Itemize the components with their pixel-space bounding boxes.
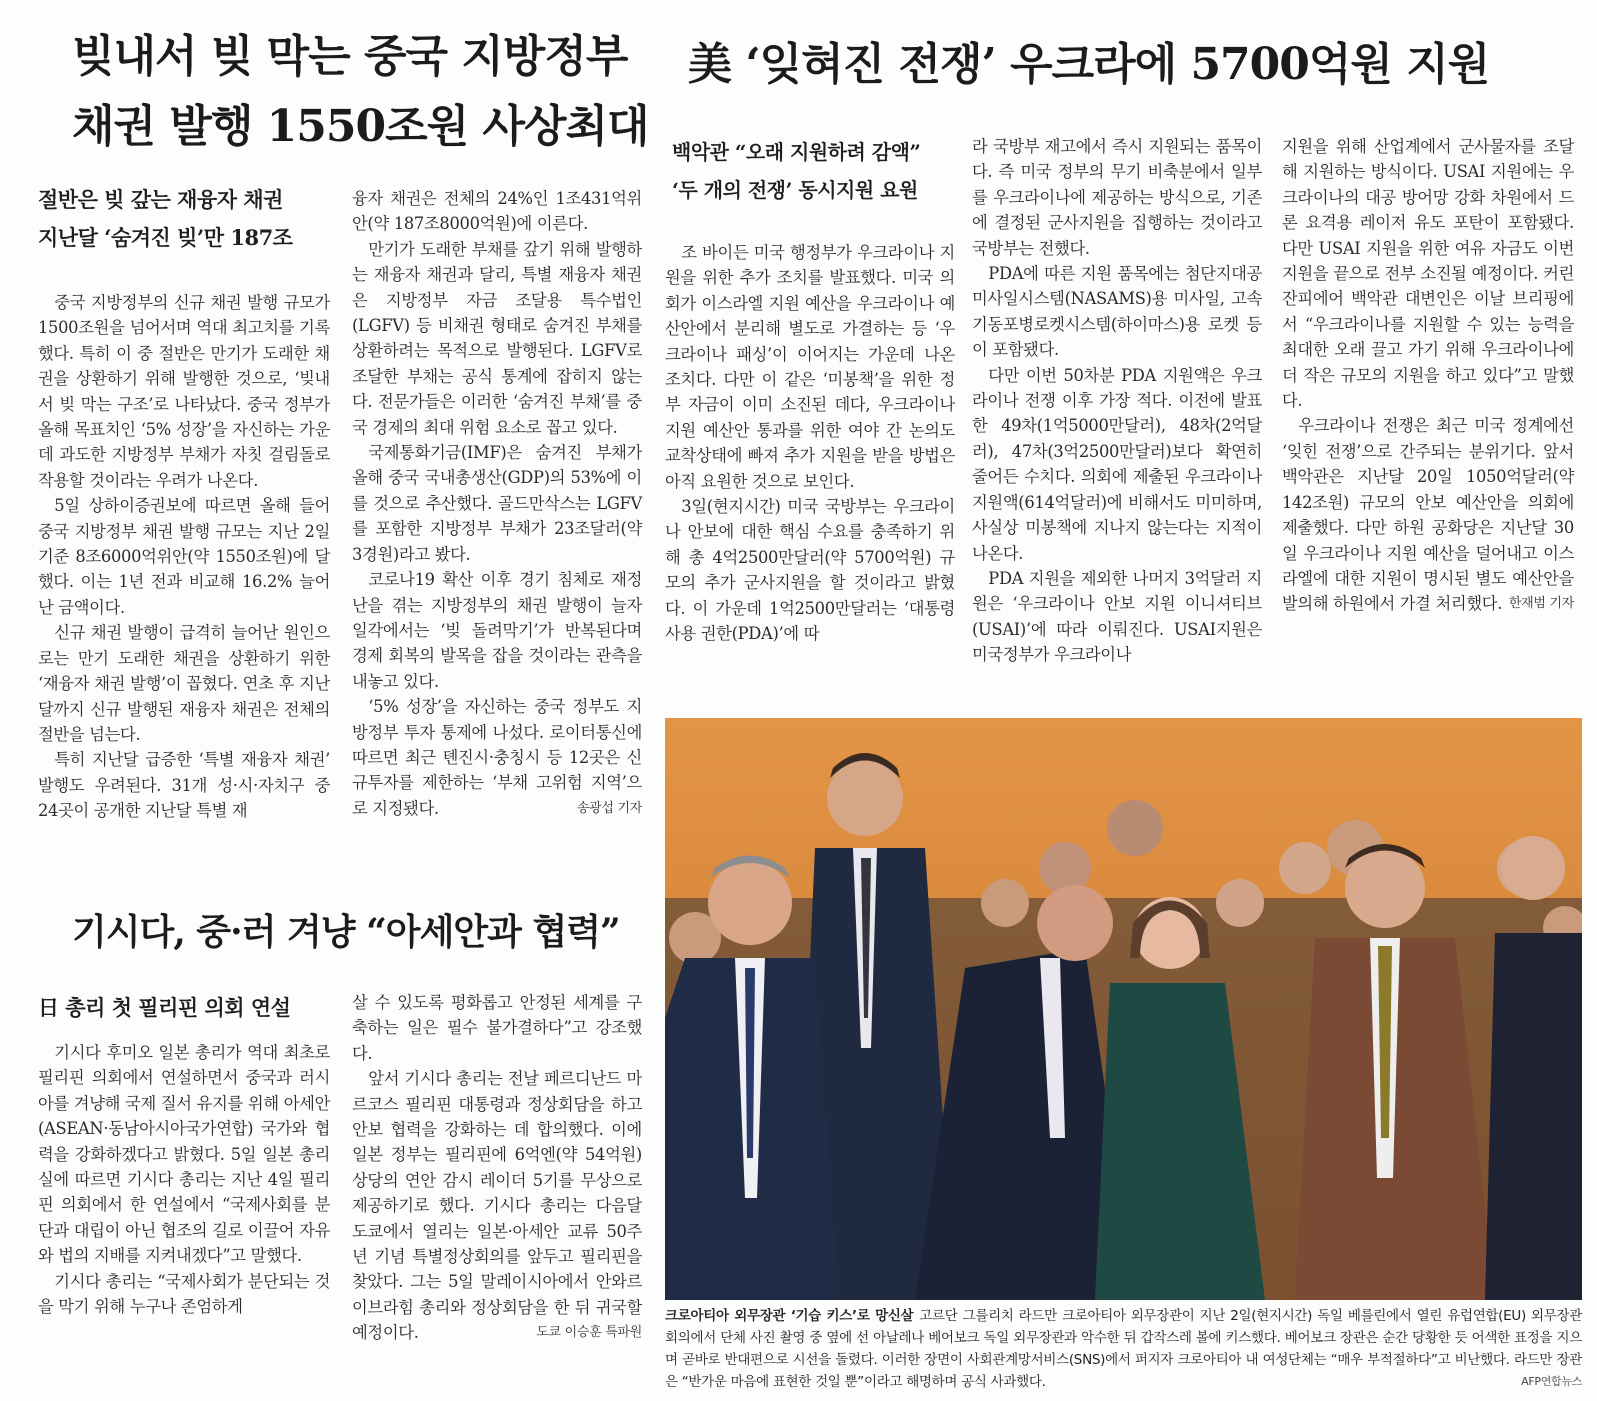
ukraine-subheadline-2: ‘두 개의 전쟁’ 동시지원 요원 xyxy=(672,178,918,202)
ukraine-column-2 xyxy=(972,134,1262,668)
paragraph: 5일 상하이증권보에 따르면 올해 들어 중국 지방정부 채권 발행 규모는 지난 2일 기준 8조6000억위안(약 1550조원)에 달했다. 이는 1년 전과 비교해 16.2% 늘어난 금액이다. xyxy=(38,496,330,617)
china-column-2 xyxy=(352,186,642,821)
kishida-subheadline: 日 총리 첫 필리핀 의회 연설 xyxy=(38,995,291,1020)
paragraph: 지원을 위해 산업계에서 군사물자를 조달해 지원하는 방식이다. USAI 지원에는 우크라이나의 대공 방어망 강화 차원에서 드론 요격용 레이저 유도 포탄이 포함됐다. 다만 USAI 지원을 위한 여유 자금도 이번 지원을 끝으로 전부 소진될 예정이다. 커린 잔피에어 백악관 대변인은 이날 브리핑에서 “우크라이나를 지원할 수 있는 능력을 최대한 오래 끌고 가기 위해 우크라이나에 더 작은 규모의 지원을 하고 있다”고 말했다. xyxy=(1282,137,1574,411)
caption-body: 고르단 그를리치 라드만 크로아티아 외무장관이 지난 2일(현지시간) 독일 베를린에서 열린 유럽연합(EU) 외무장관 회의에서 단체 사진 촬영 중 옆에 선 아날레나 베어보크 독일 외무장관과 악수한 뒤 갑작스레 볼에 키스했다. 베어보크 장관은 순간 당황한 듯 어색한 표정을 지으며 곧바로 반대편으로 시선을 돌렸다. 이러한 장면이 사회관계망서비스(SNS)에서 퍼지자 크로아티아 내 여성단체는 “매우 부적절하다”고 비난했다. 라드만 장관은 “반가운 마음에 표현한 것일 뿐”이라고 해명하며 공식 사과했다. xyxy=(665,1308,1582,1390)
kishida-byline: 도쿄 이승훈 특파원 xyxy=(536,1325,642,1341)
photo-caption xyxy=(665,1305,1582,1393)
paragraph: PDA에 따른 지원 품목에는 첨단지대공미사일시스템(NASAMS)용 미사일, 고속기동포병로켓시스템(하이마스)용 로켓 등이 포함됐다. xyxy=(972,264,1262,360)
paragraph: 라 국방부 재고에서 즉시 지원되는 품목이다. 즉 미국 정부의 무기 비축분에서 일부를 우크라이나에 제공하는 방식으로, 기존에 결정된 군사지원을 집행하는 것이라고 국방부는 전했다. xyxy=(972,137,1262,258)
paragraph: 코로나19 확산 이후 경기 침체로 재정난을 겪는 지방정부의 채권 발행이 늘자 일각에서는 ‘빚 돌려막기’가 반복된다며 경제 회복의 발목을 잡을 것이라는 관측을 내놓고 있다. xyxy=(352,570,642,691)
paragraph-text: ‘5% 성장’을 자신하는 중국 정부도 지방정부 투자 통제에 나섰다. 로이터통신에 따르면 최근 톈진시·충칭시 등 12곳은 신규투자를 제한하는 ‘부채 고위험 지역’으로 지정됐다. xyxy=(352,697,642,818)
paragraph: 3일(현지시간) 미국 국방부는 우크라이나 안보에 대한 핵심 수요를 충족하기 위해 총 4억2500만달러(약 5700억원) 규모의 추가 군사지원을 할 것이라고 밝혔다. 이 가운데 1억2500만달러는 ‘대통령 사용 권한(PDA)’에 따 xyxy=(665,497,955,644)
ukraine-headline: 美 ‘잊혀진 전쟁’ 우크라에 5700억원 지원 xyxy=(688,39,1490,90)
paragraph: 특히 지난달 급증한 ‘특별 재융자 채권’ 발행도 우려된다. 31개 성·시·자치구 중 24곳이 공개한 지난달 특별 재 xyxy=(38,750,330,821)
paragraph xyxy=(352,694,642,821)
kishida-column-1 xyxy=(38,1040,330,1319)
paragraph: 조 바이든 미국 행정부가 우크라이나 지원을 위한 추가 조치를 발표했다. 미국 의회가 이스라엘 지원 예산을 우크라이나 예산안에서 분리해 별도로 가결하는 등 ‘우크라이나 패싱’이 이어지는 가운데 나온 조치다. 다만 이 같은 ‘미봉책’을 위한 정부 자금이 이미 소진된 데다, 우크라이나 지원 예산안 통과를 위한 여야 간 논의도 교착상태에 빠져 추가 지원을 받을 방법은 아직 요원한 것으로 보인다. xyxy=(665,243,955,491)
paragraph xyxy=(352,1066,642,1345)
china-column-1 xyxy=(38,290,330,824)
paragraph-text: 앞서 기시다 총리는 전날 페르디난드 마르코스 필리핀 대통령과 정상회담을 하고 안보 협력을 강화하는 데 합의했다. 이에 일본 정부는 필리핀에 6억엔(약 54억원) 상당의 연안 감시 레이더 5기를 무상으로 제공하기로 했다. 기시다 총리는 다음달 도쿄에서 열리는 일본·아세안 교류 50주년 기념 특별정상회의를 앞두고 필리핀을 찾았다. 그는 5일 말레이시아에서 안와르 이브라힘 총리와 정상회담을 한 뒤 귀국할 예정이다. xyxy=(352,1069,642,1343)
paragraph xyxy=(1282,413,1574,616)
china-headline-1: 빚내서 빚 막는 중국 지방정부 xyxy=(72,31,628,82)
kishida-column-2 xyxy=(352,990,642,1346)
kishida-headline: 기시다, 중·러 겨냥 “아세안과 협력” xyxy=(72,911,620,953)
photo-credit: AFP연합뉴스 xyxy=(1521,1375,1582,1388)
paragraph-text: 우크라이나 전쟁은 최근 미국 정계에선 ‘잊힌 전쟁’으로 간주되는 분위기다. 앞서 백악관은 지난달 20일 1050억달러(약 142조원) 규모의 안보 예산안을 의회에 제출했다. 다만 하원 공화당은 지난달 30일 우크라이나 지원 예산을 덜어내고 이스라엘에 대한 지원이 명시된 별도 예산안을 발의해 하원에서 가결 처리했다. xyxy=(1282,416,1574,614)
ukraine-subheadline-1: 백악관 “오래 지원하려 감액” xyxy=(672,140,921,164)
paragraph: 융자 채권은 전체의 24%인 1조431억위안(약 187조8000억원)에 이른다. xyxy=(352,189,642,234)
caption-title: 크로아티아 외무장관 ‘기습 키스’로 망신살 xyxy=(665,1308,914,1324)
news-photo xyxy=(665,718,1582,1300)
china-byline: 송광섭 기자 xyxy=(576,800,642,816)
paragraph: PDA 지원을 제외한 나머지 3억달러 지원은 ‘우크라이나 안보 지원 이니셔티브(USAI)’에 따라 이뤄진다. USAI지원은 미국정부가 우크라이나 xyxy=(972,568,1262,665)
paragraph: 다만 이번 50차분 PDA 지원액은 우크라이나 전쟁 이후 가장 적다. 이전에 발표한 49차(1억5000만달러), 48차(2억달러), 47차(3억2500만달러)보다 확연히 줄어든 수치다. 의회에 제출된 우크라이나 지원액(614억달러)에 비해서도 미미하며, 사실상 미봉책에 지나지 않는다는 지적이 나온다. xyxy=(972,365,1262,563)
ukraine-column-3 xyxy=(1282,134,1574,617)
paragraph: 기시다 총리는 “국제사회가 분단되는 것을 막기 위해 누구나 존엄하게 xyxy=(38,1271,330,1317)
ukraine-byline: 한재범 기자 xyxy=(1508,596,1574,612)
china-subheadline-2: 지난달 ‘숨겨진 빚’만 187조 xyxy=(38,225,293,250)
china-subheadline-1: 절반은 빚 갚는 재융자 채권 xyxy=(38,187,283,212)
paragraph: 만기가 도래한 부채를 갚기 위해 발행하는 재융자 채권과 달리, 특별 재융자 채권은 지방정부 자금 조달용 특수법인(LGFV) 등 비채권 형태로 숨겨진 부채를 상환하려는 목적으로 발행된다. LGFV로 조달한 부채는 공식 통계에 잡히지 않는다. 전문가들은 이러한 ‘숨겨진 부채’를 중국 경제의 최대 위험 요소로 꼽고 있다. xyxy=(352,239,642,437)
paragraph: 중국 지방정부의 신규 채권 발행 규모가 1500조원을 넘어서며 역대 최고치를 기록했다. 특히 이 중 절반은 만기가 도래한 채권을 상환하기 위해 발행한 것으로, ‘빚내서 빚 막는 구조’로 나타났다. 중국 정부가 올해 목표치인 ‘5% 성장’을 자신하는 가운데 과도한 지방정부 부채가 자칫 걸림돌로 작용할 것이라는 우려가 나온다. xyxy=(38,293,330,490)
paragraph: 기시다 후미오 일본 총리가 역대 최초로 필리핀 의회에서 연설하면서 중국과 러시아를 겨냥해 국제 질서 유지를 위해 아세안(ASEAN·동남아시아국가연합) 국가와 협력을 강화하겠다고 밝혔다. 5일 일본 총리실에 따르면 기시다 총리는 지난 4일 필리핀 의회에서 한 연설에서 “국제사회를 분단과 대립이 아닌 협조의 길로 이끌어 자유와 법의 지배를 지켜내겠다”고 말했다. xyxy=(38,1043,330,1266)
paragraph: 국제통화기금(IMF)은 숨겨진 부채가 올해 중국 국내총생산(GDP)의 53%에 이를 것으로 추산했다. 골드만삭스는 LGFV를 포함한 지방정부 부채가 23조달러(약 3경원)라고 봤다. xyxy=(352,443,642,564)
ukraine-column-1 xyxy=(665,240,955,647)
photo-illustration xyxy=(665,718,1582,1300)
paragraph: 살 수 있도록 평화롭고 안정된 세계를 구축하는 일은 필수 불가결하다”고 강조했다. xyxy=(352,993,642,1063)
china-headline-2: 채권 발행 1550조원 사상최대 xyxy=(72,101,649,152)
paragraph: 신규 채권 발행이 급격히 늘어난 원인으로는 만기 도래한 채권을 상환하기 위한 ‘재융자 채권 발행’이 꼽혔다. 연초 후 지난달까지 신규 발행된 재융자 채권은 전체의 절반을 넘는다. xyxy=(38,623,330,744)
